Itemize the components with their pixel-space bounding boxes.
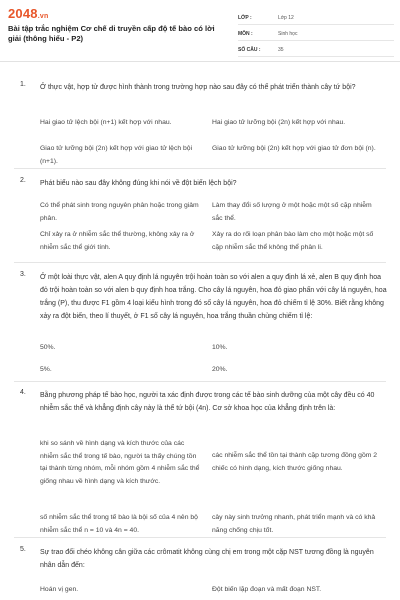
meta-value: Lớp 12 [278,15,294,21]
answer-option-b[interactable]: Làm thay đổi số lượng ở một hoặc một số cặp nhiễm sắc thể. [212,202,372,222]
answer-option-b[interactable]: các nhiễm sắc thể tồn tại thành cặp tương đồng gồm 2 chiếc có hình dạng, kích thước giống nhau. [212,452,378,472]
answer-option-d[interactable]: cây này sinh trưởng nhanh, phát triển mạnh và có khả năng chống chịu tốt. [212,514,376,534]
question-text: Phát biểu nào sau đây không đúng khi nói về đột biến lệch bội? [40,180,237,187]
question-number: 5. [20,546,26,553]
meta-label: MÔN : [238,31,253,37]
document-title: Bài tập trắc nghiệm Cơ chế di truyền cấp độ tế bào có lời giải (thông hiểu - P2) [8,24,215,44]
site-logo[interactable] [8,6,48,21]
logo-suffix: .vn [37,13,49,20]
answer-option-c[interactable]: số nhiễm sắc thể trong tế bào là bội số của 4 nên bộ nhiễm sắc thể n = 10 và 4n = 40. [40,514,198,534]
logo-text: 2048 [8,6,38,21]
answer-option-c[interactable]: 5%. [40,366,52,373]
question-number: 4. [20,389,26,396]
question-divider [14,381,386,382]
answer-option-a[interactable]: Hoán vị gen. [40,586,79,593]
answer-option-b[interactable]: Hai giao tử lưỡng bội (2n) kết hợp với nhau. [212,119,346,126]
question-number: 1. [20,81,26,88]
answer-option-c[interactable]: Giao tử lưỡng bội (2n) kết hợp với giao tử lệch bội (n+1). [40,145,193,165]
question-number: 3. [20,271,26,278]
question-divider [14,168,386,169]
document-meta [238,9,394,57]
meta-label: LỚP : [238,15,252,21]
question-text: Ở một loài thực vật, alen A quy định lá nguyên trội hoàn toàn so với alen a quy định lá xẻ, alen B quy định hoa đỏ trội hoàn toàn so với alen b quy định hoa trắng. Cho cây lá nguyên, hoa đỏ giao phấn với cây lá nguyên, hoa trắng (P), thu được F1 gồm 4 loại kiểu hình trong đó số cây lá nguyên, hoa đỏ chiếm tỉ lệ 30%. Biết rằng không xảy ra đột biến, theo lí thuyết, ở F1 số cây lá nguyên, hoa trắng thuần chủng chiếm tỉ lệ: [40,274,387,320]
question-divider [14,537,386,538]
answer-option-a[interactable]: khi so sánh về hình dạng và kích thước của các nhiễm sắc thể trong tế bào, người ta thấy chúng tồn tại thành từng nhóm, mỗi nhóm gồm 4 nhiễm sắc thể giống nhau về hình dạng và kích thước. [40,440,200,485]
question-text: Bằng phương pháp tế bào học, người ta xác định được trong các tế bào sinh dưỡng của một cây đều có 40 nhiễm sắc thể và khẳng định cây này là thể tứ bội (4n). Cơ sở khoa học của khẳng định trên là: [40,392,375,412]
answer-option-a[interactable]: 50%. [40,344,56,351]
meta-value: 35 [278,47,284,53]
question-number: 2. [20,177,26,184]
answer-option-c[interactable]: Chỉ xảy ra ở nhiễm sắc thể thường, không xảy ra ở nhiễm sắc thể giới tính. [40,231,195,251]
meta-value: Sinh học [278,31,298,37]
question-divider [14,262,386,263]
answer-option-b[interactable]: Đột biến lặp đoạn và mất đoạn NST. [212,586,322,593]
document-header [0,0,400,62]
answer-option-a[interactable]: Có thể phát sinh trong nguyên phân hoặc trong giảm phân. [40,202,199,222]
answer-option-d[interactable]: Xảy ra do rối loạn phân bào làm cho một hoặc một số cặp nhiễm sắc thể không thể phân li. [212,231,374,251]
meta-row-subject [238,25,394,41]
meta-label: SỐ CÂU : [238,47,261,53]
question-text: Sự trao đổi chéo không cân giữa các crômatit không cùng chị em trong một cặp NST tương đồng là nguyên nhân dẫn đến: [40,549,374,569]
question-text: Ở thực vật, hợp tử được hình thành trong trường hợp nào sau đây có thể phát triển thành cây tứ bội? [40,84,356,91]
answer-option-d[interactable]: Giao tử lưỡng bội (2n) kết hợp với giao tử đơn bội (n). [212,145,376,152]
answer-option-d[interactable]: 20%. [212,366,228,373]
answer-option-b[interactable]: 10%. [212,344,228,351]
answer-option-a[interactable]: Hai giao tử lệch bội (n+1) kết hợp với nhau. [40,119,172,126]
meta-row-count [238,41,394,57]
meta-row-class [238,9,394,25]
